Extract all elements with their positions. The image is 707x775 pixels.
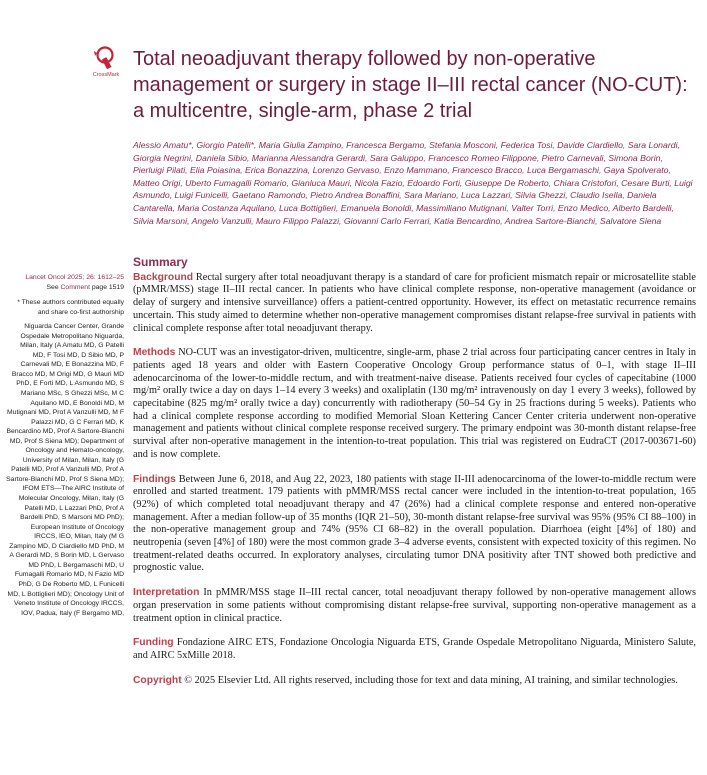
background-label: Background bbox=[133, 271, 194, 283]
funding-text: Fondazione AIRC ETS, Fondazione Oncologia Niguarda ETS, Grande Ospedale Metropolitano Niguarda, Ministero Salute, and AIRC 5xMille 2018. bbox=[133, 637, 697, 661]
svg-text:CrossMark: CrossMark bbox=[92, 72, 120, 78]
article-title: Total neoadjuvant therapy followed by non-operative management or surgery in stage II–III rectal cancer (NO-CUT): a multicentre, single-arm, phase 2 trial bbox=[133, 48, 688, 122]
sidebar-notes bbox=[6, 273, 124, 618]
methods-text: NO-CUT was an investigator-driven, multicentre, single-arm, phase 2 trial across four participating cancer centres in Italy in patients aged 18 years and older with Eastern Cooperative Oncology Group performance status of 0–1, with stage II–III adenocarcinoma of the lower-to-middle rectum, and with treatment-naive disease. Patients received four cycles of capecitabine (1000 mg/m² orally twice a day on days 1–14 every 3 weeks) and oxaliplatin (130 mg/m² intravenously on day 1 every 3 weeks), followed by capecitabine (825 mg/m² orally twice a day) concurrently with radiotherapy (50–54 Gy in 25 fractions during 5 weeks). Patients who had a clinical complete response according to modified Memorial Sloan Kettering Cancer Center criteria underwent non-operative management and patients without clinical complete response received surgery. The primary endpoint was 30-month distant relapse-free survival after non-operative management in the intention-to-treat population. This trial was registered on EudraCT (2017-003671-60) and is now complete. bbox=[133, 347, 697, 460]
background-text: Rectal surgery after total neoadjuvant therapy is a standard of care for proficient mismatch repair or microsatellite stable (pMMR/MSS) stage II–III rectal cancer. In patients who have clinical complete response, non-operative management (avoidance or delay of surgery and intensive surveillance) offers a patient-centred opportunity. However, its effect on metastatic recurrence remains uncertain. This study aimed to determine whether non-operative management compromises distant relapse-free survival in patients with clinical complete response after total neoadjuvant therapy. bbox=[133, 271, 696, 334]
methods-label: Methods bbox=[133, 347, 176, 359]
comment-link[interactable]: Comment bbox=[60, 283, 90, 291]
summary-heading: Summary bbox=[133, 255, 188, 269]
see-comment-note: See Comment page 1519 bbox=[46, 283, 124, 291]
background-section bbox=[133, 272, 696, 336]
summary bbox=[133, 256, 696, 699]
interpretation-section bbox=[133, 587, 696, 625]
findings-text: Between June 6, 2018, and Aug 22, 2023, 180 patients with stage II-III adenocarcinoma of the lower-to-middle rectum were enrolled and started treatment. 179 patients with pMMR/MSS rectal cancer were included in the intention-to-treat population, 165 (92%) of which completed total neoadjuvant therapy and 47 (26%) had a clinical complete response and entered non-operative management. After a median follow-up of 35 months (IQR 21–50), 30-month distant relapse-free survival was 95% (95% CI 88–100) in the non-operative management group and 74% (95% CI 68–82) in the overall population. Diarrhoea (eight [4%] of 180) and neutropenia (seven [4%] of 180) were the most common grade 3–4 adverse events, consistent with expected toxicity of this regimen. No treatment-related deaths occurred. In exploratory analyses, circulating tumor DNA positivity after TNT showed both predictive and prognostic value. bbox=[133, 473, 696, 574]
copyright-text: © 2025 Elsevier Ltd. All rights reserved, including those for text and data mining, AI training, and similar technologies. bbox=[184, 674, 678, 686]
copyright-label: Copyright bbox=[133, 674, 182, 686]
funding-section bbox=[133, 637, 696, 662]
copyright-section bbox=[133, 675, 696, 688]
findings-label: Findings bbox=[133, 473, 176, 485]
findings-section bbox=[133, 474, 696, 576]
author-list: Alessio Amatu*, Giorgio Patelli*, Maria Giulia Zampino, Francesca Bergamo, Stefania Mosconi, Federica Tosi, Davide Ciardiello, Sara Lonardi, Giorgia Negrini, Daniela Sibio, Marianna Alessandra Gerardi, Sara Galuppo, Francesco Romeo Filippone, Pietro Carnevali, Simona Borin, Pierluigi Pilati, Elia Poiasina, Erica Bonazzina, Lorenzo Gervaso, Enzo Mammano, Francesco Bracco, Luca Bergamaschi, Gaya Spolverato, Matteo Origi, Uberto Fumagalli Romario, Gianluca Mauri, Nicola Fazio, Edoardo Forti, Giuseppe De Roberto, Chiara Cristofori, Cesare Burti, Luigi Asmundo, Luigi Funicelli, Gaetano Ramondo, Pietro Andrea Bonaffini, Sara Mariano, Luca Lazzari, Silvia Ghezzi, Claudio Isella, Daniela Cantarella, Maria Costanza Aquilano, Luca Bottiglieri, Emanuela Bonoldi, Massimiliano Mutignani, Valter Torri, Enzo Medico, Alberto Bardelli, Silvia Marsoni, Angelo Vanzulli, Mauro Filippo Palazzi, Giovanni Carlo Ferrari, Katia Bencardino, Andrea Sartore-Bianchi, Salvatore Siena bbox=[133, 140, 693, 226]
crossmark-logo[interactable] bbox=[84, 44, 128, 78]
funding-label: Funding bbox=[133, 637, 174, 649]
journal-citation: Lancet Oncol 2025; 26: 1612–25 bbox=[25, 274, 124, 281]
interpretation-text: In pMMR/MSS stage II–III rectal cancer, total neoadjuvant therapy followed by non-operative management allows organ preservation in some patients without compromising distant relapse-free survival, supporting non-operative management as a treatment option in clinical practice. bbox=[133, 587, 696, 624]
methods-section bbox=[133, 347, 696, 461]
interpretation-label: Interpretation bbox=[133, 587, 200, 599]
equal-contribution-note: * These authors contributed equally and share co-first authorship bbox=[17, 299, 124, 316]
affiliations: Niguarda Cancer Center, Grande Ospedale Metropolitano Niguarda, Milan, Italy (A Amatu MD, G Patelli MD, F Tosi MD, D Sibio MD, P Carnevali MD, E Bonazzina MD, F Bracco MD, M Origi MD, G Mauri MD PhD, E Forti MD, L Asmundo MD, S Mariano MSc, S Ghezzi MSc, M C Aquilano MD, E Bonoldi MD, M Mutignani MD, Prof A Vanzulli MD, M F Palazzi MD, G C Ferrari MD, K Bencardino MD, Prof A Sartore-Bianchi MD, Prof S Siena MD); Department of Oncology and Hemato-oncology, University of Milan, Milan, Italy (G Patelli MD, Prof A Vanzulli MD, Prof A Sartore-Bianchi MD, Prof S Siena MD); IFOM ETS—The AIRC Institute of Molecular Oncology, Milan, Italy (G Patelli MD, L Lazzari PhD, Prof A Bardelli PhD, S Marsoni MD PhD); European Institute of Oncology IRCCS, IEO, Milan, Italy (M G Zampino MD, D Ciardiello MD PhD, M A Gerardi MD, S Borin MD, L Gervaso MD PhD, L Bergamaschi MD, U Fumagalli Romario MD, N Fazio MD PhD, G De Roberto MD, L Funicelli MD, L Bottiglieri MD); Oncology Unit of Veneto Institute of Oncology IRCCS, IOV, Padua, Italy (F Bergamo MD, bbox=[6, 323, 124, 617]
